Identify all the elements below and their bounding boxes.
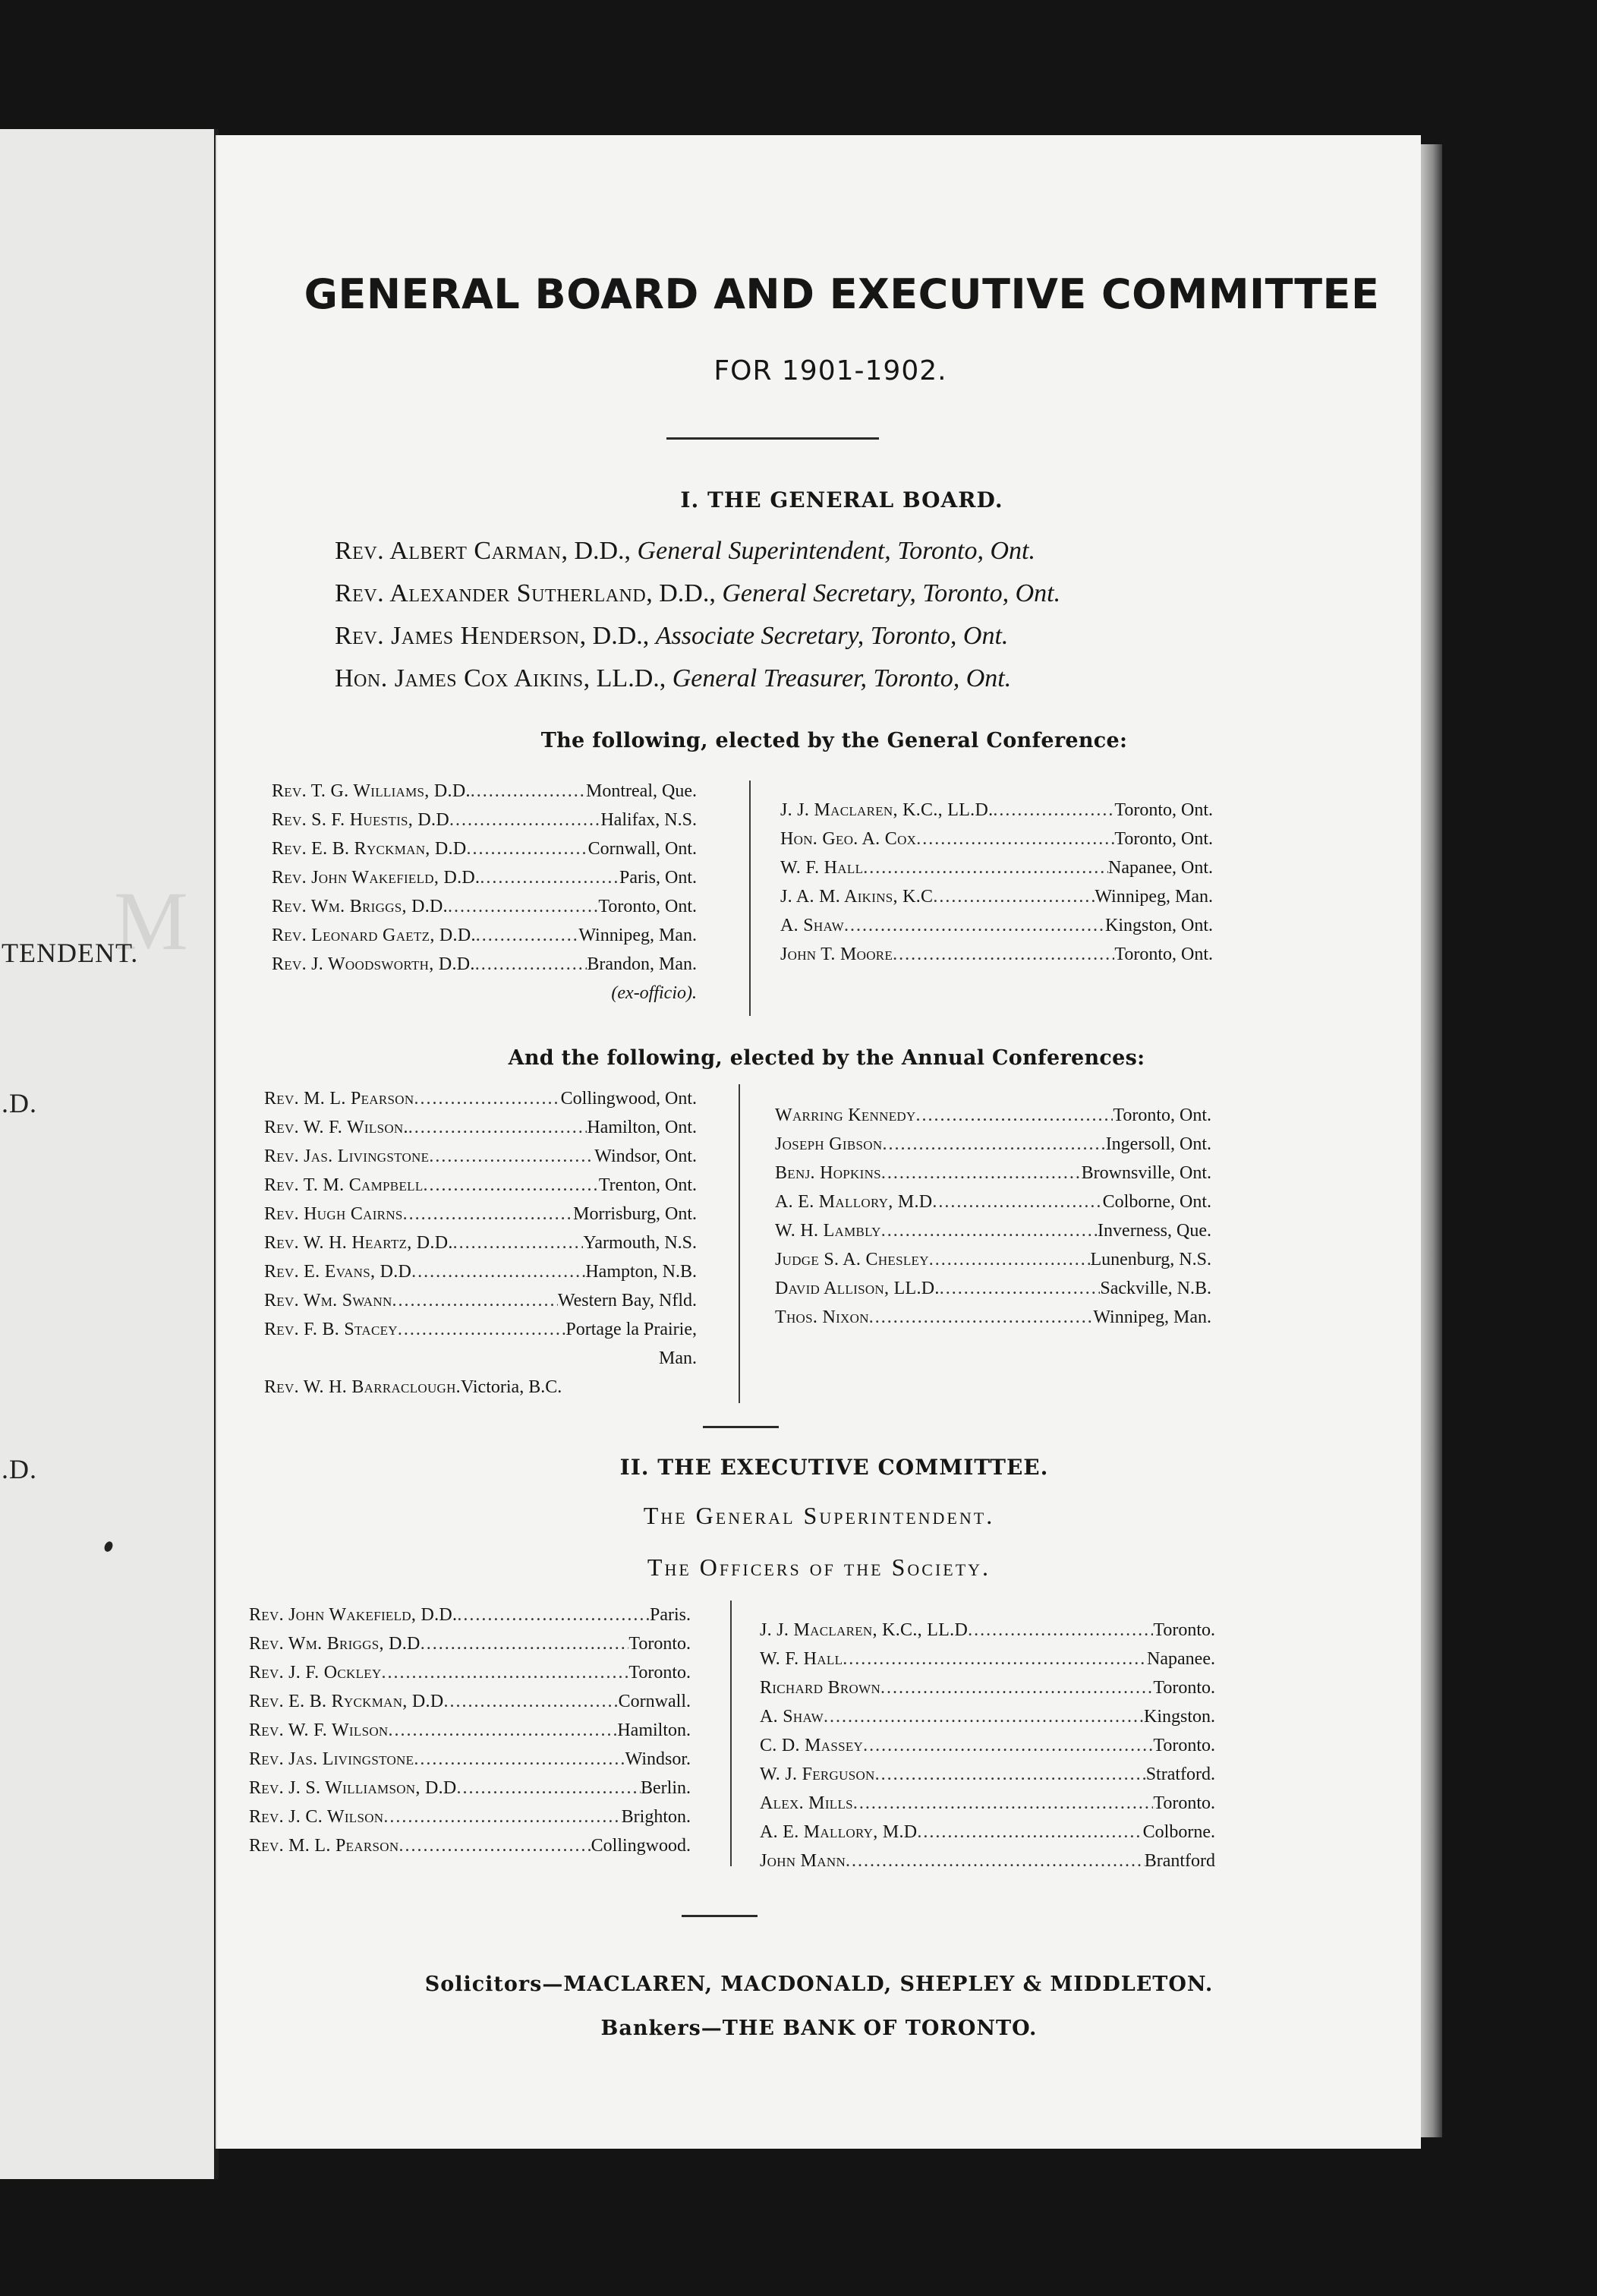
- member-row: J. J. Maclaren, K.C., LL.D. ..... Toronto, Ont.: [780, 796, 1213, 825]
- member-row: Judge S. A. Chesley ..... Lunenburg, N.S.: [775, 1245, 1211, 1274]
- general-board-officers: [335, 530, 1060, 700]
- section-heading-executive-committee: II. THE EXECUTIVE COMMITTEE.: [619, 1455, 1049, 1480]
- member-row: Rev. W. H. Barraclough. Victoria, B.C.: [264, 1377, 562, 1397]
- general-conference-heading: The following, elected by the General Conference:: [540, 729, 1128, 752]
- member-row: Rev. T. G. Williams, D.D. ..... Montreal, Que.: [272, 777, 697, 806]
- member-row: Rev. W. H. Heartz, D.D. ..... Yarmouth, N.S.: [264, 1228, 697, 1257]
- member-row: Rev. E. Evans, D.D ..... Hampton, N.B.: [264, 1257, 697, 1286]
- member-row: Rev. T. M. Campbell ..... Trenton, Ont.: [264, 1171, 697, 1200]
- member-row: Rev. Wm. Briggs, D.D. ..... Toronto, Ont.: [272, 892, 697, 921]
- executive-right-column: [760, 1616, 1215, 1875]
- left-page-fragment: .D.: [2, 1088, 37, 1118]
- member-row: Rev. Leonard Gaetz, D.D. ..... Winnipeg, Man.: [272, 921, 697, 950]
- member-row: Rev. W. F. Wilson. ..... Hamilton, Ont.: [264, 1113, 697, 1142]
- member-row: Alex. Mills ..... Toronto.: [760, 1789, 1215, 1818]
- member-row: A. Shaw ..... Kingston.: [760, 1702, 1215, 1731]
- member-row: Rev. J. Woodsworth, D.D. ..... Brandon, Man.: [272, 950, 697, 979]
- member-row: Rev. J. C. Wilson ..... Brighton.: [249, 1802, 691, 1831]
- member-row-continuation: Man.: [659, 1348, 697, 1368]
- member-row: A. Shaw ..... Kingston, Ont.: [780, 911, 1213, 940]
- member-row: Rev. Jas. Livingstone ..... Windsor.: [249, 1745, 691, 1774]
- member-row: A. E. Mallory, M.D ..... Colborne, Ont.: [775, 1187, 1211, 1216]
- ink-spot: [103, 1541, 115, 1553]
- member-row: John Mann ..... Brantford: [760, 1847, 1215, 1875]
- section-heading-general-board: I. THE GENERAL BOARD.: [680, 487, 1003, 512]
- annual-conferences-heading: And the following, elected by the Annual Conferences:: [508, 1046, 1145, 1070]
- officer-entry: Rev. James Henderson, D.D., Associate Secretary, Toronto, Ont.: [335, 622, 1009, 650]
- member-row: Rev. Jas. Livingstone ..... Windsor, Ont.: [264, 1142, 697, 1171]
- column-divider: [749, 781, 751, 1016]
- member-row: Rev. Hugh Cairns ..... Morrisburg, Ont.: [264, 1200, 697, 1228]
- officer-entry: Rev. Alexander Sutherland, D.D., General Secretary, Toronto, Ont.: [335, 579, 1061, 607]
- member-row: A. E. Mallory, M.D ..... Colborne.: [760, 1818, 1215, 1847]
- general-conference-left-column: [272, 777, 697, 1008]
- member-row: Rev. J. S. Williamson, D.D ..... Berlin.: [249, 1774, 691, 1802]
- member-row: Benj. Hopkins ..... Brownsville, Ont.: [775, 1159, 1211, 1187]
- member-row: Rev. John Wakefield, D.D. ..... Paris, Ont.: [272, 863, 697, 892]
- column-divider: [739, 1084, 740, 1403]
- left-page-fragment: TENDENT.: [2, 938, 139, 968]
- member-row: J. J. Maclaren, K.C., LL.D ..... Toronto.: [760, 1616, 1215, 1645]
- member-row: Rev. John Wakefield, D.D. ..... Paris.: [249, 1601, 691, 1629]
- member-row: John T. Moore ..... Toronto, Ont.: [780, 940, 1213, 969]
- page-subtitle: FOR 1901-1902.: [713, 355, 947, 386]
- left-page-bleed-through: M: [114, 875, 188, 967]
- member-row: W. F. Hall ..... Napanee, Ont.: [780, 853, 1213, 882]
- member-row: Rev. Wm. Briggs, D.D ..... Toronto.: [249, 1629, 691, 1658]
- bankers-line: Bankers—THE BANK OF TORONTO.: [600, 2017, 1038, 2040]
- member-row: Rev. F. B. Stacey ..... Portage la Prairie,: [264, 1315, 697, 1344]
- member-row: W. J. Ferguson ..... Stratford.: [760, 1760, 1215, 1789]
- executive-left-column: [249, 1601, 691, 1860]
- annual-conferences-right-column: [775, 1101, 1211, 1332]
- left-facing-page: [0, 129, 219, 2179]
- member-row: Warring Kennedy ..... Toronto, Ont.: [775, 1101, 1211, 1130]
- divider: [703, 1426, 779, 1428]
- officer-entry: Hon. James Cox Aikins, LL.D., General Treasurer, Toronto, Ont.: [335, 664, 1012, 692]
- member-row: Rev. Wm. Swann ..... Western Bay, Nfld.: [264, 1286, 697, 1315]
- member-row: Richard Brown ..... Toronto.: [760, 1673, 1215, 1702]
- member-row: Joseph Gibson ..... Ingersoll, Ont.: [775, 1130, 1211, 1159]
- member-row: C. D. Massey ..... Toronto.: [760, 1731, 1215, 1760]
- officer-entry: Rev. Albert Carman, D.D., General Superintendent, Toronto, Ont.: [335, 537, 1036, 565]
- solicitors-line: Solicitors—MACLAREN, MACDONALD, SHEPLEY & MIDDLETON.: [424, 1973, 1214, 1996]
- ex-officio-note: (ex-officio).: [611, 983, 697, 1003]
- executive-line-superintendent: The General Superintendent.: [643, 1502, 995, 1529]
- member-row: Rev. E. B. Ryckman, D.D ..... Cornwall, Ont.: [272, 834, 697, 863]
- divider: [682, 1915, 758, 1917]
- left-page-fragment: .D.: [2, 1454, 37, 1484]
- member-row: Rev. M. L. Pearson ..... Collingwood, Ont.: [264, 1084, 697, 1113]
- member-row: Rev. S. F. Huestis, D.D ..... Halifax, N.S.: [272, 806, 697, 834]
- member-row: J. A. M. Aikins, K.C ..... Winnipeg, Man.: [780, 882, 1213, 911]
- member-row: Rev. J. F. Ockley ..... Toronto.: [249, 1658, 691, 1687]
- annual-conferences-left-column: [264, 1084, 697, 1402]
- page-title: GENERAL BOARD AND EXECUTIVE COMMITTEE: [304, 270, 1380, 318]
- divider: [666, 437, 879, 440]
- member-row: Rev. W. F. Wilson ..... Hamilton.: [249, 1716, 691, 1745]
- executive-line-officers: The Officers of the Society.: [647, 1553, 991, 1581]
- member-row: Rev. M. L. Pearson ..... Collingwood.: [249, 1831, 691, 1860]
- member-row: Thos. Nixon ..... Winnipeg, Man.: [775, 1303, 1211, 1332]
- member-row: David Allison, LL.D. ..... Sackville, N.B.: [775, 1274, 1211, 1303]
- member-row: W. F. Hall ..... Napanee.: [760, 1645, 1215, 1673]
- document-page: [216, 135, 1421, 2149]
- column-divider: [730, 1601, 732, 1866]
- general-conference-right-column: [780, 796, 1213, 969]
- member-row: Rev. E. B. Ryckman, D.D ..... Cornwall.: [249, 1687, 691, 1716]
- member-row: W. H. Lambly ..... Inverness, Que.: [775, 1216, 1211, 1245]
- member-row: Hon. Geo. A. Cox ..... Toronto, Ont.: [780, 825, 1213, 853]
